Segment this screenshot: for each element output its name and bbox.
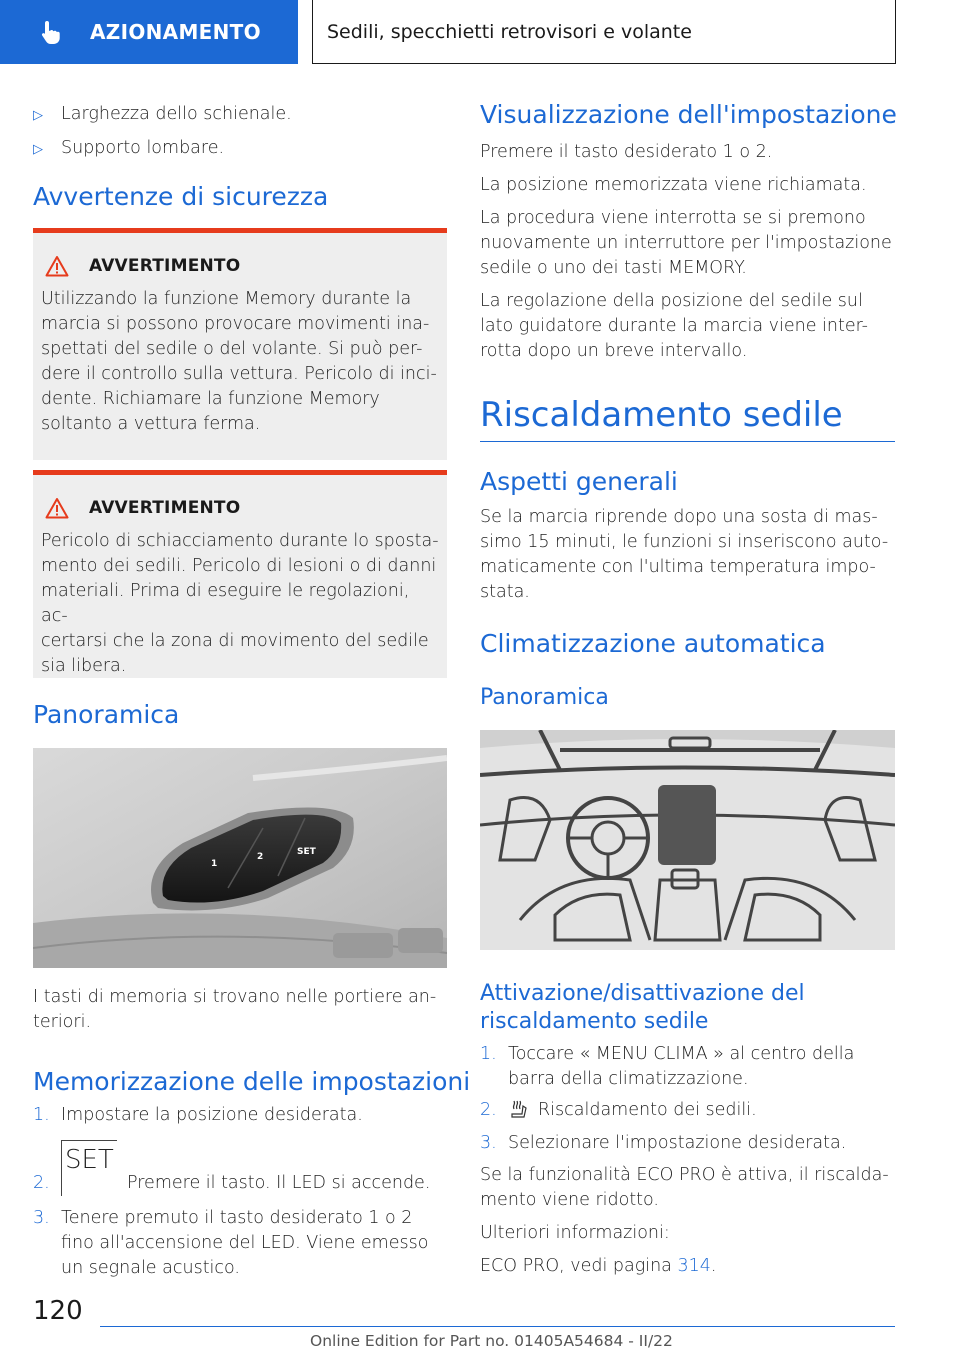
set-button-icon: SET [61, 1140, 117, 1196]
chapter-title: Sedili, specchietti retrovisori e volante [327, 20, 692, 43]
warning-triangle-icon [45, 497, 69, 519]
bullet-triangle-icon: ▷ [33, 142, 43, 157]
seat-heating-heading: Riscaldamento sedile [480, 395, 843, 435]
photo-caption: I tasti di memoria si trovano nelle portiere an- teriori. [33, 987, 437, 1032]
display-paragraphs: Premere il tasto desiderato 1 o 2. La posizione memorizzata viene richiamata. La procedura viene interrotta se si premono nuovamente un interruttore per l'impostazione sedile o uno dei tasti MEMORY. La regolazione della posizione del sedile sul lato guidatore durante la marcia viene inter- rotta dopo un breve intervallo. [480, 142, 892, 361]
bullet-triangle-icon: ▷ [33, 108, 43, 123]
list-item: 2. SET Premere il tasto. Il LED si accende. [33, 1140, 430, 1196]
bullet-item: ▷ Larghezza dello schienale. [33, 102, 292, 128]
activation-heading: Attivazione/disattivazione del riscaldamento sedile [480, 981, 805, 1034]
warning-box: AVVERTIMENTO Pericolo di schiacciamento durante lo sposta- mento dei sedili. Pericolo di lesioni o di danni materiali. Prima di eseguire le regolazioni, ac- certarsi che la zona di movimento del sedile sia libera. [33, 470, 447, 678]
eco-reference: ECO PRO, vedi pagina 314. [480, 1256, 717, 1276]
clima-heading: Climatizzazione automatica [480, 629, 826, 658]
hand-pointer-icon [38, 17, 68, 47]
list-item: 3. Selezionare l'impostazione desiderata. [480, 1133, 847, 1153]
warning-title: AVVERTIMENTO [41, 255, 439, 277]
more-info-label: Ulteriori informazioni: [480, 1223, 670, 1243]
bullet-item: ▷ Supporto lombare. [33, 136, 224, 162]
warning-box: AVVERTIMENTO Utilizzando la funzione Memory durante la marcia si possono provocare movimenti ina- spettati del sedile o del volante. Si può per- dere il controllo sulla vettura. Pericolo di inci- dente. Richiamare la funzione Memory soltanto a vettura ferma. [33, 228, 447, 460]
warning-title: AVVERTIMENTO [41, 497, 439, 519]
eco-paragraph: Se la funzionalità ECO PRO è attiva, il riscalda- mento viene ridotto. [480, 1165, 889, 1210]
dashboard-illustration [480, 730, 895, 950]
warning-triangle-icon [45, 255, 69, 277]
chapter-title-box [312, 0, 896, 64]
memorize-heading: Memorizzazione delle impostazioni [33, 1067, 471, 1096]
general-paragraph: Se la marcia riprende dopo una sosta di mas- simo 15 minuti, le funzioni si inseriscono auto- maticamente con l'ultima temperatura impo- stata. [480, 507, 889, 602]
overview-heading: Panoramica [33, 700, 180, 729]
section-title: AZIONAMENTO [90, 20, 261, 44]
list-item: 1. Impostare la posizione desiderata. [33, 1105, 363, 1125]
list-item: 1. Toccare « MENU CLIMA » al centro della barra della climatizzazione. [480, 1044, 855, 1089]
list-item: 3. Tenere premuto il tasto desiderato 1 o 2 fino all'accensione del LED. Viene emesso un segnale acustico. [33, 1208, 429, 1278]
photo-button-set: SET [297, 847, 316, 857]
footer-divider [100, 1326, 895, 1327]
photo-button-2: 2 [257, 852, 264, 862]
footer-edition: Online Edition for Part no. 01405A54684 - II/22 [310, 1332, 673, 1350]
section-tab [0, 0, 298, 64]
page-link[interactable]: 314 [677, 1256, 711, 1276]
list-item: 2. Riscaldamento dei sedili. [480, 1098, 757, 1128]
photo-button-1: 1 [211, 859, 218, 869]
general-heading: Aspetti generali [480, 467, 678, 496]
seat-heating-icon [508, 1098, 530, 1128]
heading-divider [480, 441, 895, 442]
safety-heading: Avvertenze di sicurezza [33, 182, 329, 211]
page-number: 120 [33, 1296, 83, 1326]
display-heading: Visualizzazione dell'impostazione [480, 100, 897, 129]
panorama-heading: Panoramica [480, 685, 609, 710]
memory-buttons-photo [33, 748, 447, 968]
